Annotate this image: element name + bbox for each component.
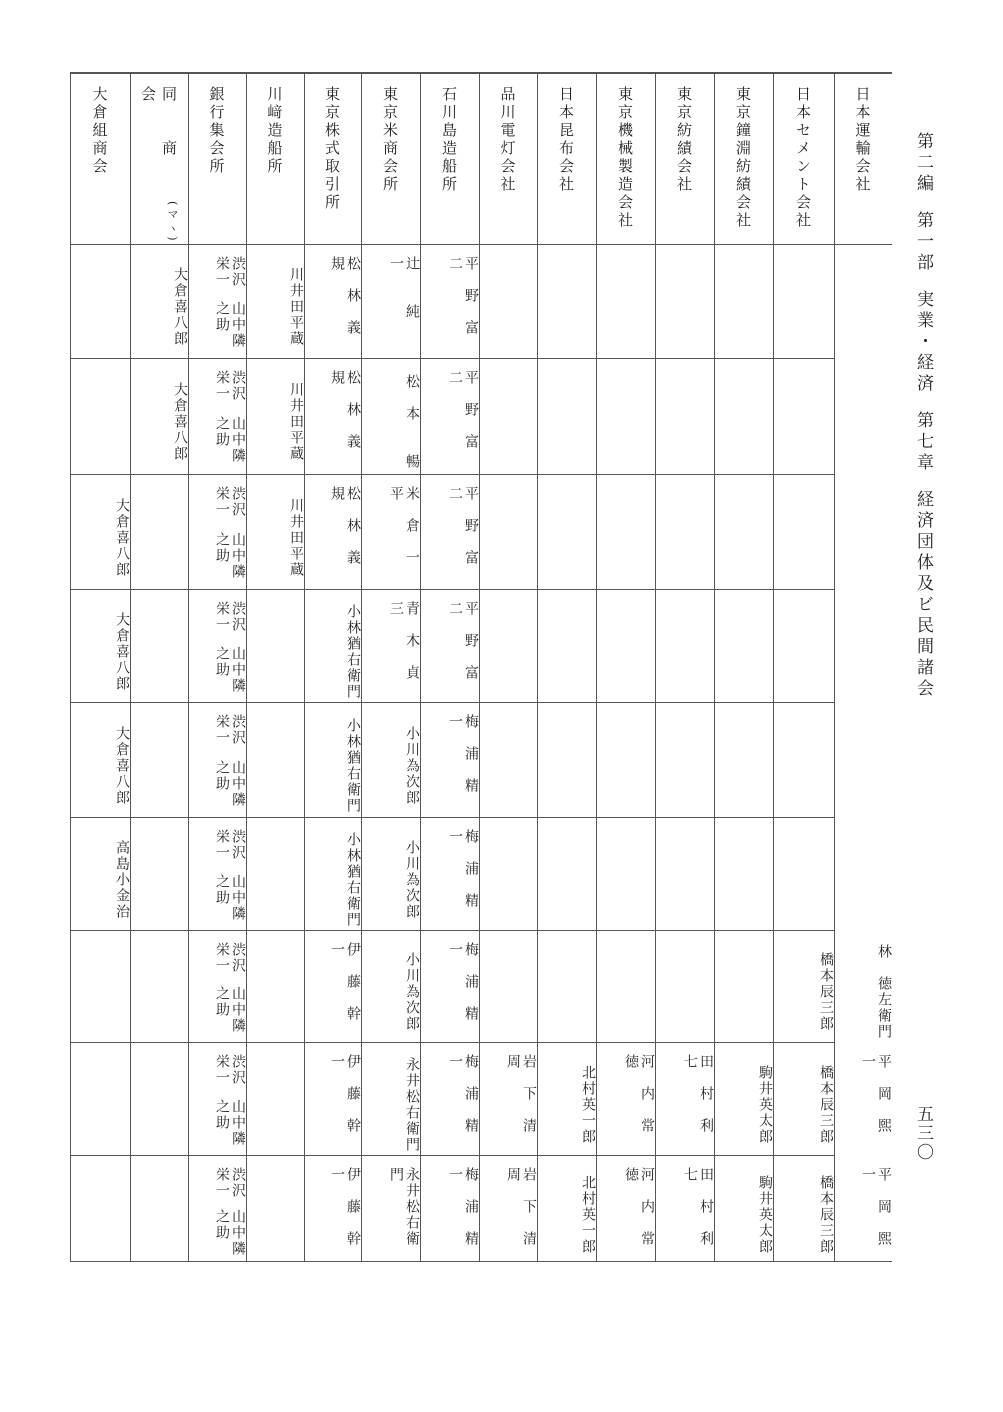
table-cell	[188, 244, 246, 358]
table-cell	[834, 930, 892, 1042]
column-header-label: 東京紡績会社	[675, 86, 693, 194]
column-header-label: 川﨑造船所	[265, 86, 284, 176]
table-cell	[246, 244, 304, 358]
table-cell	[479, 1042, 537, 1155]
table-cell	[655, 1042, 714, 1155]
table-cell	[420, 358, 479, 474]
table-cell	[246, 358, 304, 474]
cell-text: 川井田平蔵	[288, 382, 304, 462]
column-header	[773, 72, 834, 244]
cell-text: 小川為次郎	[404, 952, 420, 1032]
cell-text: 山中隣之助	[214, 1209, 246, 1258]
cell-text: 小林猶右衛門	[345, 603, 361, 700]
cell-text: 山中隣之助	[214, 645, 246, 694]
table-cell	[834, 1155, 892, 1262]
column-header-label: 東京鐘淵紡績会社	[734, 86, 752, 230]
column-header-label: 銀行集会所	[207, 86, 226, 176]
cell-text: 米 倉 一 平	[388, 486, 420, 582]
table-cell	[420, 474, 479, 589]
column-header	[246, 72, 304, 244]
cell-text: 山中隣之助	[214, 986, 246, 1035]
running-head	[896, 132, 936, 732]
table-cell	[420, 1042, 479, 1155]
column-header-label: 品川電灯会社	[498, 86, 517, 194]
table-cell	[420, 244, 479, 358]
cell-text: 小林猶右衛門	[345, 831, 361, 928]
cell-text: 橋本辰三郎	[818, 1174, 834, 1255]
table-cell	[714, 1155, 773, 1262]
cell-text: 辻 純 一	[388, 256, 420, 352]
table-cell	[188, 589, 246, 702]
cell-text: 伊 藤 幹 一	[329, 1167, 361, 1263]
cell-text: 梅 浦 精 一	[447, 829, 479, 925]
table-cell	[188, 1042, 246, 1155]
table-cell	[361, 1042, 420, 1155]
cell-text: 平 岡 煕 一	[860, 1167, 892, 1263]
column-header-label: 同 商 会	[139, 86, 178, 194]
table-cell	[304, 1042, 361, 1155]
cell-text: 小林猶右衛門	[345, 717, 361, 814]
column-header	[420, 72, 479, 244]
column-header-label: 日本運輸会社	[853, 86, 872, 194]
table-cell	[420, 589, 479, 702]
table-cell	[361, 358, 420, 474]
cell-text: 渋沢栄一	[214, 942, 246, 974]
running-head-part: 第二編	[913, 132, 933, 195]
cell-text: 平 野 富 二	[447, 256, 479, 352]
cell-text: 渋沢栄一	[214, 370, 246, 402]
column-header	[479, 72, 537, 244]
column-header	[188, 72, 246, 244]
cell-text: 梅 浦 精 一	[447, 1054, 479, 1150]
cell-text: 山中隣之助	[214, 301, 246, 350]
running-head-part: 第一部	[913, 211, 933, 274]
cell-text: 松 林 義 規	[329, 256, 361, 352]
table-cell	[596, 1042, 655, 1155]
table-cell	[304, 474, 361, 589]
cell-text: 山中隣之助	[214, 1098, 246, 1147]
column-header	[714, 72, 773, 244]
cell-text: 大倉喜八郎	[172, 267, 188, 347]
column-header	[361, 72, 420, 244]
cell-text: 松 林 義 規	[329, 486, 361, 582]
table-cell	[188, 817, 246, 930]
table-cell	[361, 702, 420, 817]
cell-text: 松 本 暢	[404, 374, 420, 470]
column-header-label: 東京機械製造会社	[616, 86, 634, 230]
column-header	[655, 72, 714, 244]
table-cell	[361, 1155, 420, 1262]
table-cell	[70, 474, 130, 589]
column-header-label: 日本昆布会社	[557, 86, 575, 194]
running-head-part: 経済団体及ビ民間諸会	[913, 490, 933, 700]
officers-table	[70, 72, 892, 1262]
table-cell	[304, 817, 361, 930]
cell-text: 岩 下 清 周	[505, 1167, 537, 1263]
table-cell	[188, 358, 246, 474]
table-cell	[420, 702, 479, 817]
cell-text: 大倉喜八郎	[172, 382, 188, 462]
column-header	[130, 72, 188, 244]
cell-text: 平 岡 煕 一	[860, 1054, 892, 1150]
table-cell	[714, 1042, 773, 1155]
table-cell	[596, 1155, 655, 1262]
cell-text: 駒井英太郎	[757, 1174, 773, 1255]
cell-text: 渋沢栄一	[214, 829, 246, 861]
cell-text: 大倉喜八郎	[114, 725, 130, 806]
column-header-label: 石川島造船所	[440, 86, 458, 194]
table-cell	[246, 474, 304, 589]
cell-text: 駒井英太郎	[757, 1064, 773, 1145]
column-header	[834, 72, 892, 244]
table-cell	[304, 358, 361, 474]
cell-text: 渋沢栄一	[214, 714, 246, 746]
cell-text: 川井田平蔵	[288, 267, 304, 347]
cell-text: 高島小金治	[114, 839, 130, 920]
table-cell	[773, 1155, 834, 1262]
cell-text: 北村英一郎	[580, 1174, 596, 1255]
table-cell	[304, 702, 361, 817]
table-cell	[420, 930, 479, 1042]
cell-text: 青 木 貞 三	[388, 601, 420, 697]
cell-text: 北村英一郎	[580, 1064, 596, 1145]
cell-text: 河 内 常 徳	[623, 1054, 655, 1150]
cell-text: 渋沢栄一	[214, 601, 246, 633]
cell-text: 河 内 常 徳	[623, 1167, 655, 1263]
table-cell	[361, 817, 420, 930]
cell-text: 渋沢栄一	[214, 256, 246, 288]
column-header-label: 東京米商会所	[381, 86, 399, 194]
cell-text: 梅 浦 精 一	[447, 1167, 479, 1263]
table-cell	[70, 589, 130, 702]
table-cell	[304, 589, 361, 702]
cell-text: 岩 下 清 周	[505, 1054, 537, 1150]
cell-text: 永井松右衛門	[388, 1167, 420, 1247]
table-cell	[188, 702, 246, 817]
cell-text: 永井松右衛門	[404, 1056, 420, 1153]
table-cell	[834, 1042, 892, 1155]
cell-text: 松 林 義 規	[329, 370, 361, 466]
table-cell	[70, 817, 130, 930]
column-header	[596, 72, 655, 244]
table-cell	[304, 930, 361, 1042]
cell-text: 林 徳左衛門	[876, 944, 892, 1040]
table-cell	[773, 1042, 834, 1155]
cell-text: 梅 浦 精 一	[447, 942, 479, 1038]
column-header-label: 日本セメント会社	[794, 86, 812, 230]
table-cell	[655, 1155, 714, 1262]
page-number: 五三〇	[913, 1105, 933, 1162]
column-header	[537, 72, 596, 244]
table-cell	[304, 1155, 361, 1262]
cell-text: 平 野 富 二	[447, 370, 479, 466]
column-header-annotation: (マヽ)	[166, 201, 179, 244]
cell-text: 渋沢栄一	[214, 486, 246, 518]
cell-text: 伊 藤 幹 一	[329, 942, 361, 1038]
running-head-part: 第七章	[913, 411, 933, 474]
table-cell	[479, 1155, 537, 1262]
column-header	[304, 72, 361, 244]
cell-text: 山中隣之助	[214, 531, 246, 580]
table-cell	[420, 817, 479, 930]
cell-text: 梅 浦 精 一	[447, 714, 479, 810]
table-cell	[130, 244, 188, 358]
cell-text: 田 村 利 七	[682, 1054, 714, 1150]
table-cell	[188, 930, 246, 1042]
cell-text: 渋沢栄一	[214, 1054, 246, 1086]
cell-text: 伊 藤 幹 一	[329, 1054, 361, 1150]
cell-text: 大倉喜八郎	[114, 611, 130, 692]
table-cell	[361, 474, 420, 589]
cell-text: 渋沢栄一	[214, 1167, 246, 1199]
table-cell	[420, 1155, 479, 1262]
cell-text: 平 野 富 二	[447, 486, 479, 582]
column-header-label: 東京株式取引所	[323, 86, 341, 212]
cell-text: 山中隣之助	[214, 873, 246, 922]
cell-text: 川井田平蔵	[288, 497, 304, 578]
table-cell	[773, 930, 834, 1042]
cell-text: 橋本辰三郎	[818, 952, 834, 1032]
column-header-label: 大倉組商会	[90, 86, 109, 176]
column-header	[70, 72, 130, 244]
cell-text: 小川為次郎	[404, 725, 420, 806]
table-cell	[361, 589, 420, 702]
cell-text: 山中隣之助	[214, 759, 246, 808]
table-cell	[361, 244, 420, 358]
table-cell	[537, 1042, 596, 1155]
table-cell	[70, 702, 130, 817]
table-cell	[188, 1155, 246, 1262]
cell-text: 平 野 富 二	[447, 601, 479, 697]
table-cell	[304, 244, 361, 358]
cell-text: 大倉喜八郎	[114, 497, 130, 578]
table-cell	[130, 358, 188, 474]
cell-text: 山中隣之助	[214, 416, 246, 465]
cell-text: 田 村 利 七	[682, 1167, 714, 1263]
table-cell	[361, 930, 420, 1042]
table-cell	[537, 1155, 596, 1262]
running-head-part: 実業・経済	[913, 290, 933, 395]
cell-text: 小川為次郎	[404, 839, 420, 920]
table-cell	[188, 474, 246, 589]
cell-text: 橋本辰三郎	[818, 1064, 834, 1145]
